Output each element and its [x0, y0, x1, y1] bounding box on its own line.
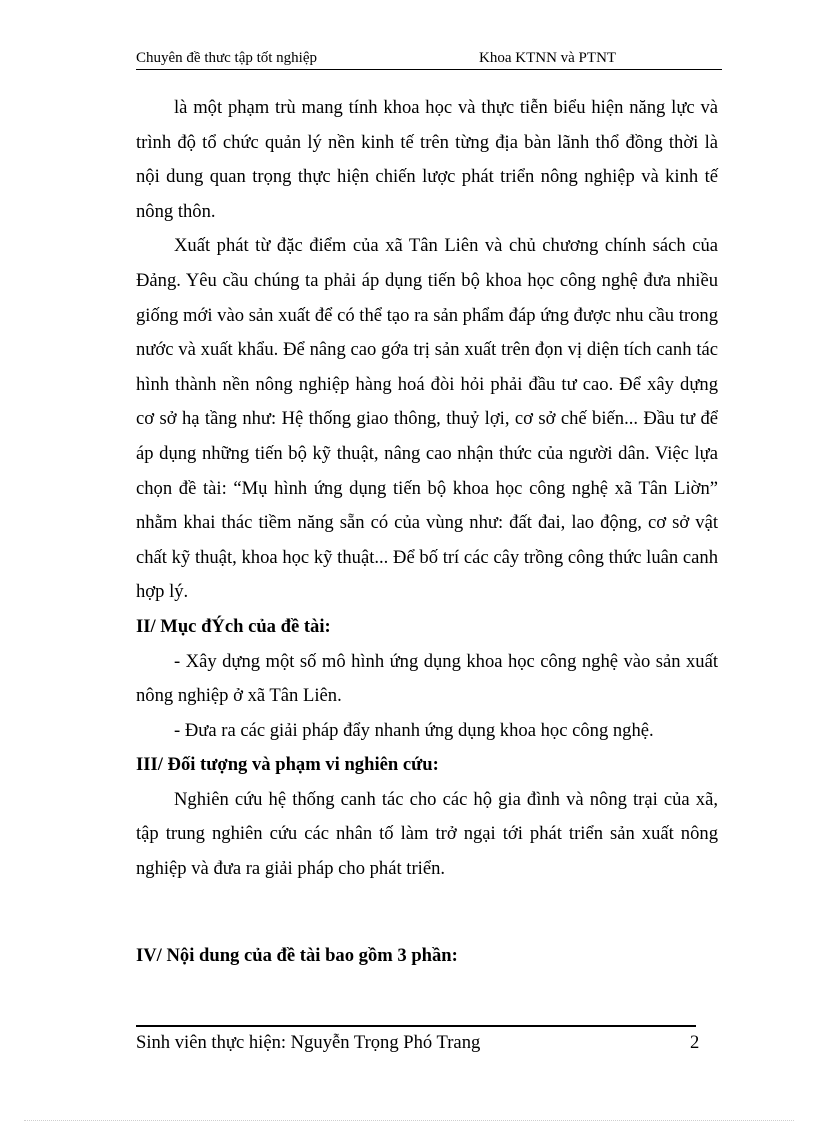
footer-author: Sinh viên thực hiện: Nguyễn Trọng Phó Trang — [136, 1032, 481, 1053]
paragraph-4: - Đưa ra các giải pháp đẩy nhanh ứng dụng khoa học công nghệ. — [174, 719, 654, 741]
document-body — [136, 91, 718, 973]
running-header-faculty: Khoa KTNN và PTNT — [479, 50, 617, 66]
header-rule — [136, 69, 722, 70]
page-edge-dots — [24, 1120, 794, 1121]
running-header-title: Chuyên đề thưc tập tốt nghiệp — [136, 50, 318, 66]
paragraph-2: Xuất phát từ đặc điểm của xã Tân Liên và chủ chương chính sách của Đảng. Yêu cầu chúng ta phải áp dụng tiến bộ khoa học công nghệ đưa nhiều giống mới vào sản xuất để có thể tạo ra sản phẩm đáp ứng được nhu cầu trong nước và xuất khẩu. Để nâng cao gớa trị sản xuất trên đọn vị diện tích canh tác hình thành nền nông nghiệp hàng hoá đòi hỏi phải đầu tư cao. Để xây dựng cơ sở hạ tầng như: Hệ thống giao thông, thuỷ lợi, cơ sở chế biến... Đầu tư để áp dụng những tiến bộ kỹ thuật, nâng cao nhận thức của người dân. Việc lựa chọn đề tài: “Mụ hình ứng dụng tiến bộ khoa học công nghệ xã Tân Liờn” nhằm khai thác tiềm năng sẵn có của vùng như: đất đai, lao động, cơ sở vật chất kỹ thuật, khoa học kỹ thuật... Để bố trí các cây trồng công thức luân canh hợp lý. — [136, 235, 718, 603]
paragraph-1: là một phạm trù mang tính khoa học và thực tiễn biểu hiện năng lực và trình độ tổ chức quản lý nền kinh tế trên từng địa bàn lãnh thổ đồng thời là nội dung quan trọng thực hiện chiến lược phát triển nông nghiệp và kinh tế nông thôn. — [136, 97, 718, 222]
section-heading-iv: IV/ Nội dung của đề tài bao gồm 3 phần: — [136, 944, 458, 966]
footer-rule — [136, 1025, 696, 1027]
paragraph-3: - Xây dựng một số mô hình ứng dụng khoa học công nghệ vào sản xuất nông nghiệp ở xã Tân Liên. — [136, 650, 718, 707]
section-heading-iii: III/ Đối tượng và phạm vi nghiên cứu: — [136, 754, 439, 776]
section-heading-ii: II/ Mục đÝch của đề tài: — [136, 615, 331, 637]
paragraph-5: Nghiên cứu hệ thống canh tác cho các hộ gia đình và nông trại của xã, tập trung nghiên cứu các nhân tố làm trở ngại tới phát triển sản xuất nông nghiệp và đưa ra giải pháp cho phát triển. — [136, 788, 718, 880]
page-number: 2 — [690, 1032, 700, 1053]
